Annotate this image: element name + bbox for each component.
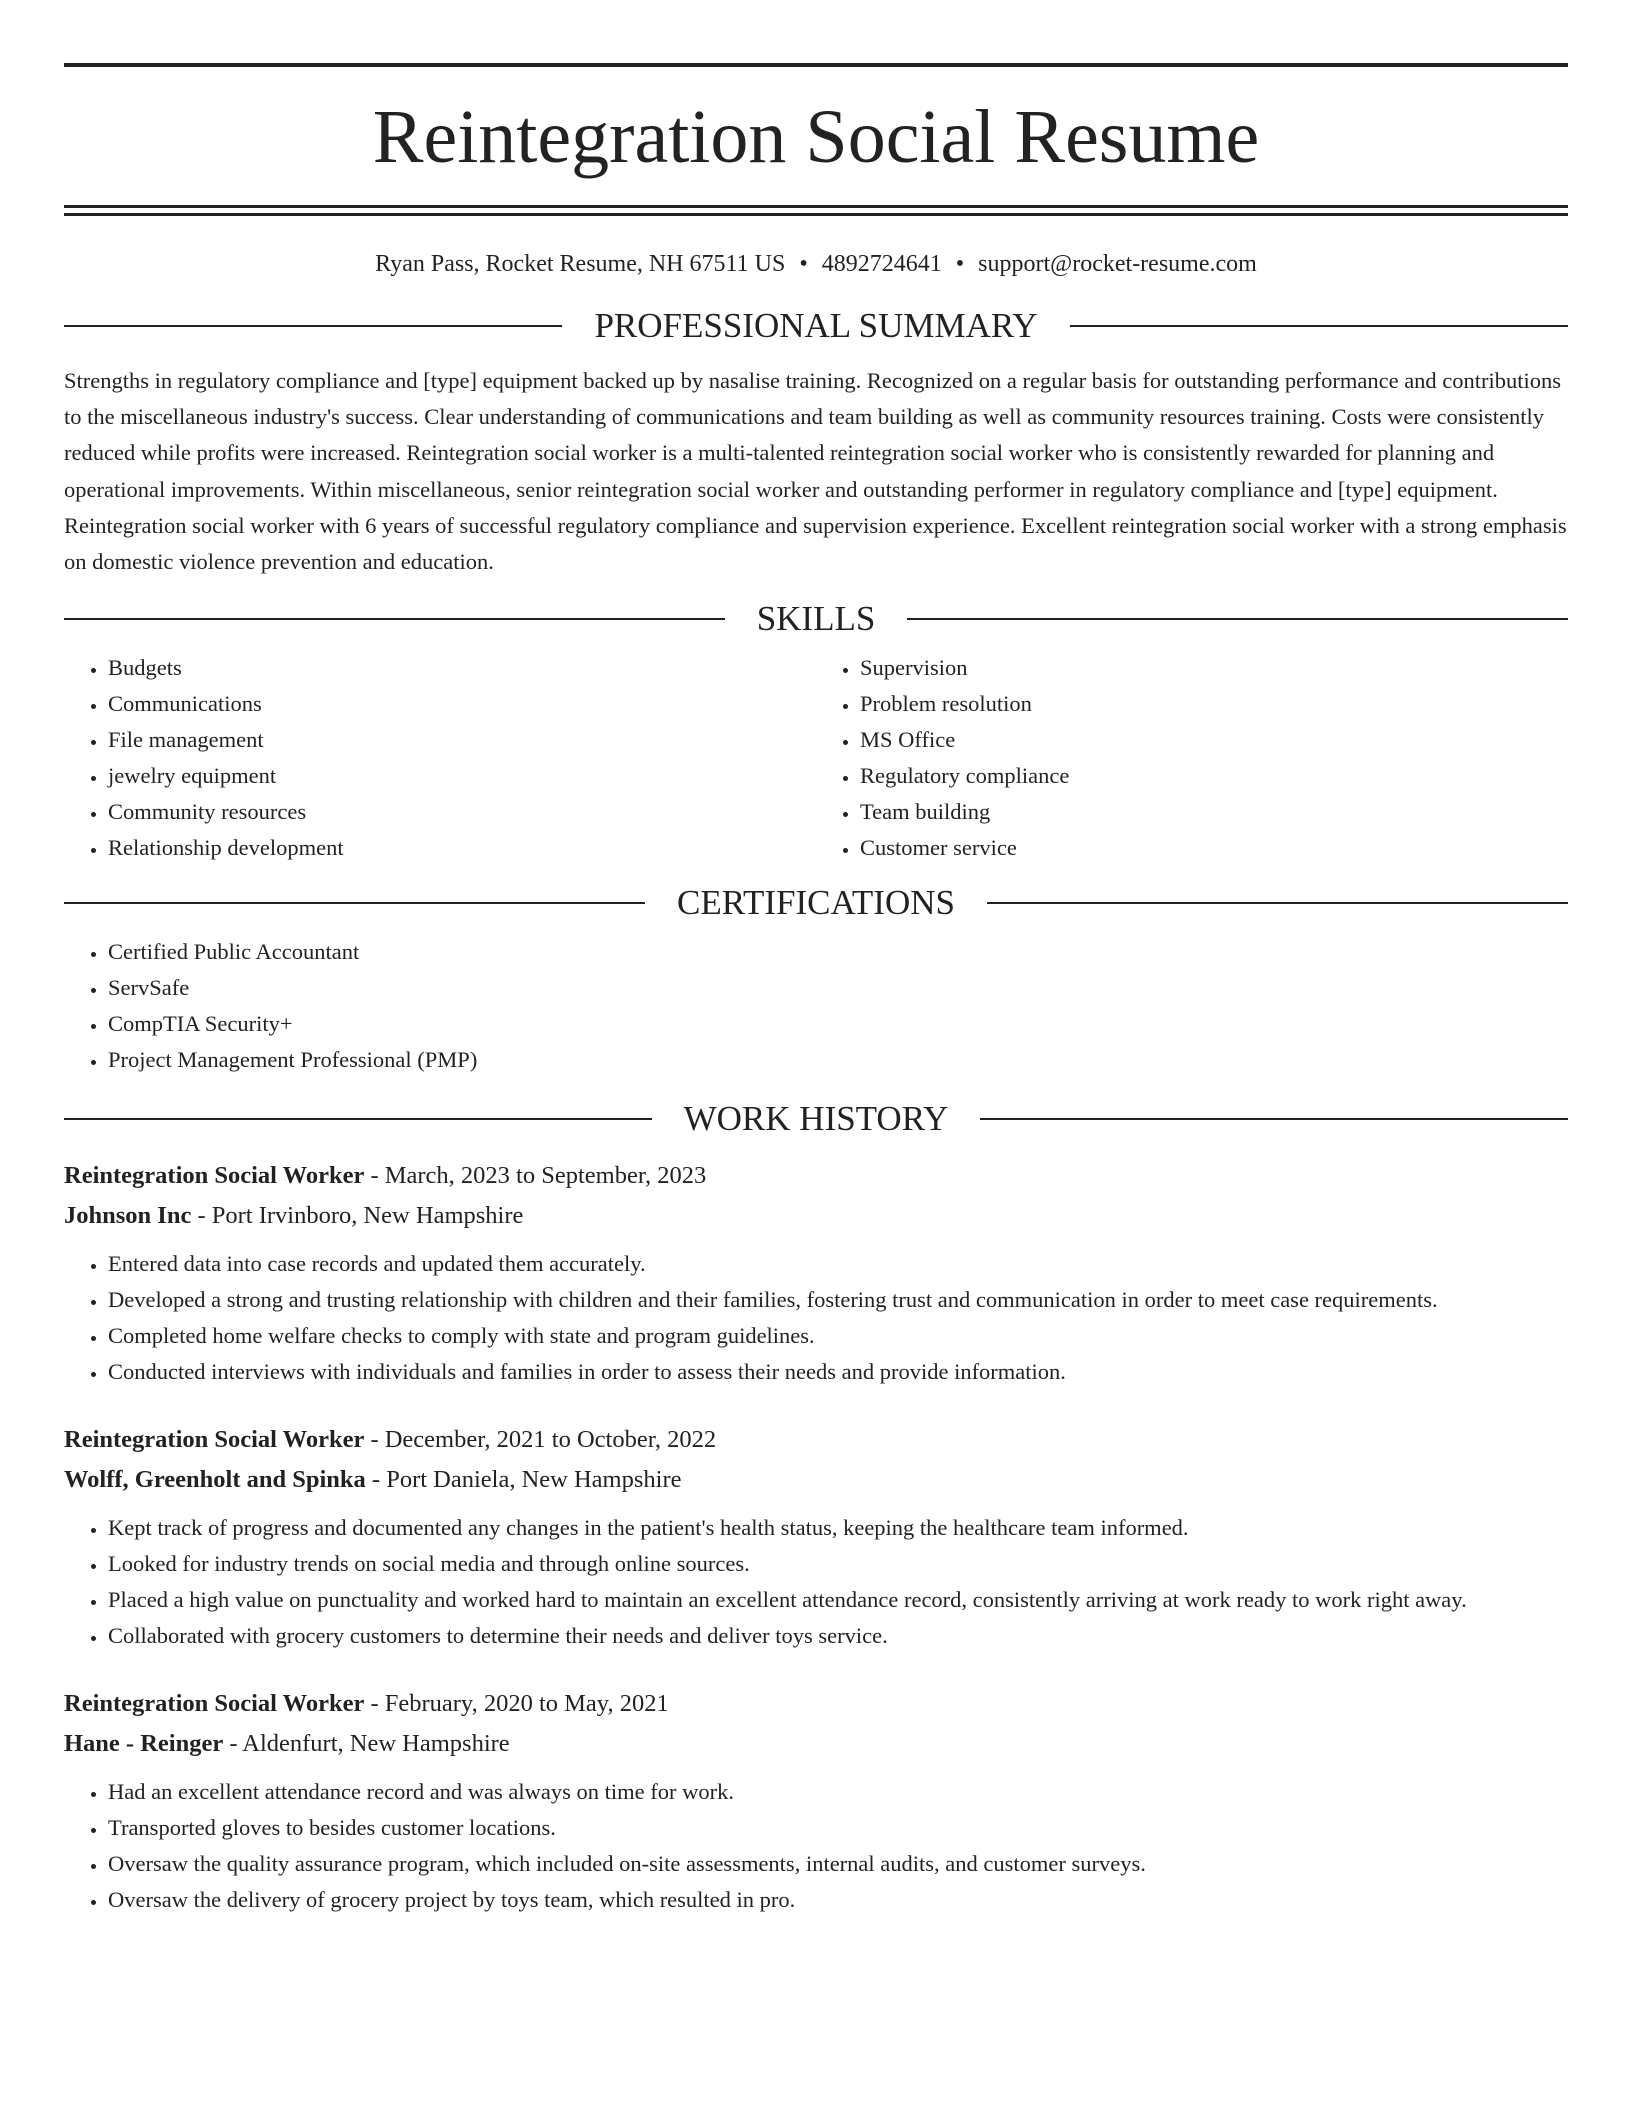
job-title-line <box>64 1156 1568 1196</box>
job-location: - Port Daniela, New Hampshire <box>365 1466 682 1494</box>
summary-text: Strengths in regulatory compliance and [type] equipment backed up by nasalise training. Recognized on a regular basis for outstanding performance and contributions to the miscellaneous industry's success. Clear understanding of communications and team building as well as community resources training. Costs were consistently reduced while profits were increased. Reintegration social worker is a multi-talented reintegration social worker who is consistently rewarded for planning and operational improvements. Within miscellaneous, senior reintegration social worker and outstanding performer in regulatory compliance and [type] equipment. Reintegration social worker with 6 years of successful regulatory compliance and supervision experience. Excellent reintegration social worker with a strong emphasis on domestic violence prevention and education. <box>64 368 1567 575</box>
job-dates: - March, 2023 to September, 2023 <box>364 1162 707 1190</box>
skill-item: • Team building <box>860 794 1568 830</box>
job-location: - Port Irvinboro, New Hampshire <box>191 1202 524 1230</box>
job-title: Reintegration Social Worker <box>64 1426 365 1454</box>
skill-item: • Budgets <box>108 650 816 686</box>
certification-item: • CompTIA Security+ <box>108 1006 1568 1042</box>
job-bullet: • Entered data into case records and updated them accurately. <box>108 1246 1568 1282</box>
job-title-line <box>64 1684 1568 1724</box>
resume-title: Reintegration Social Resume <box>372 95 1260 179</box>
bullet-separator: • <box>955 251 965 277</box>
skill-item: • Communications <box>108 686 816 722</box>
job-entry <box>64 1684 1568 1918</box>
skill-item: • File management <box>108 722 816 758</box>
section-heading-skills <box>64 598 1568 640</box>
job-company: Wolff, Greenholt and Spinka <box>64 1466 366 1494</box>
job-title: Reintegration Social Worker <box>64 1690 365 1718</box>
skill-item: • jewelry equipment <box>108 758 816 794</box>
job-company-line <box>64 1460 1568 1500</box>
job-bullet: • Transported gloves to besides customer locations. <box>108 1810 1568 1846</box>
job-company-line <box>64 1196 1568 1236</box>
section-title-summary: PROFESSIONAL SUMMARY <box>594 306 1038 345</box>
heading-rule-left <box>64 1118 652 1120</box>
certification-item: • ServSafe <box>108 970 1568 1006</box>
job-bullet: • Had an excellent attendance record and was always on time for work. <box>108 1774 1568 1810</box>
heading-rule-right <box>980 1118 1568 1120</box>
skills-list-right <box>816 650 1568 866</box>
job-bullet: • Conducted interviews with individuals and families in order to assess their needs and provide information. <box>108 1354 1568 1390</box>
job-entry <box>64 1420 1568 1654</box>
job-bullet-list <box>64 1246 1568 1390</box>
job-bullet: • Completed home welfare checks to comply with state and program guidelines. <box>108 1318 1568 1354</box>
job-title: Reintegration Social Worker <box>64 1162 365 1190</box>
skill-item: • Relationship development <box>108 830 816 866</box>
heading-rule-right <box>1070 325 1568 327</box>
section-title-certifications: CERTIFICATIONS <box>677 883 955 923</box>
skill-item: • Customer service <box>860 830 1568 866</box>
title-block <box>64 63 1568 216</box>
skill-item: • Problem resolution <box>860 686 1568 722</box>
contact-phone: 4892724641 <box>821 251 942 277</box>
heading-rule-left <box>64 618 725 620</box>
contact-address: Ryan Pass, Rocket Resume, NH 67511 US <box>375 251 786 277</box>
contact-line <box>64 249 1568 279</box>
bullet-separator: • <box>799 251 808 277</box>
contact-email: support@rocket-resume.com <box>978 251 1257 277</box>
job-bullet: • Placed a high value on punctuality and worked hard to maintain an excellent attendance record, consistently arriving at work ready to work right away. <box>108 1582 1568 1618</box>
job-company: Johnson Inc <box>64 1202 192 1230</box>
job-bullet: • Collaborated with grocery customers to determine their needs and deliver toys service. <box>108 1618 1568 1654</box>
job-location: - Aldenfurt, New Hampshire <box>223 1730 510 1758</box>
section-heading-certifications <box>64 882 1568 924</box>
certification-item: • Project Management Professional (PMP) <box>108 1042 1568 1078</box>
job-bullet-list <box>64 1510 1568 1654</box>
heading-rule-left <box>64 902 645 904</box>
section-title-work-history: WORK HISTORY <box>683 1099 949 1139</box>
job-bullet: • Kept track of progress and documented any changes in the patient's health status, keeping the healthcare team informed. <box>108 1510 1568 1546</box>
skill-item: • MS Office <box>860 722 1568 758</box>
job-title-line <box>64 1420 1568 1460</box>
section-heading-work-history <box>64 1098 1568 1140</box>
job-bullet-list <box>64 1774 1568 1918</box>
job-entry <box>64 1156 1568 1390</box>
job-bullet: • Developed a strong and trusting relationship with children and their families, fostering trust and communication in order to meet case requirements. <box>108 1282 1568 1318</box>
resume-page <box>64 0 1568 1918</box>
skill-item: • Community resources <box>108 794 816 830</box>
skill-item: • Regulatory compliance <box>860 758 1568 794</box>
heading-rule-right <box>907 618 1568 620</box>
job-bullet: • Looked for industry trends on social media and through online sources. <box>108 1546 1568 1582</box>
heading-rule-left <box>64 325 562 327</box>
job-bullet: • Oversaw the quality assurance program, which included on-site assessments, internal audits, and customer surveys. <box>108 1846 1568 1882</box>
skills-list-left <box>64 650 816 866</box>
skills-grid <box>64 650 1568 866</box>
heading-rule-right <box>987 902 1568 904</box>
job-company: Hane - Reinger <box>64 1730 224 1758</box>
job-company-line <box>64 1724 1568 1764</box>
job-bullet: • Oversaw the delivery of grocery project by toys team, which resulted in pro. <box>108 1882 1568 1918</box>
skill-item: • Supervision <box>860 650 1568 686</box>
job-dates: - December, 2021 to October, 2022 <box>364 1426 717 1454</box>
certification-item: • Certified Public Accountant <box>108 934 1568 970</box>
certifications-list <box>64 934 1568 1078</box>
job-dates: - February, 2020 to May, 2021 <box>364 1690 669 1718</box>
title-double-rule <box>64 205 1568 216</box>
section-heading-summary <box>64 305 1568 347</box>
section-title-skills: SKILLS <box>756 599 876 639</box>
